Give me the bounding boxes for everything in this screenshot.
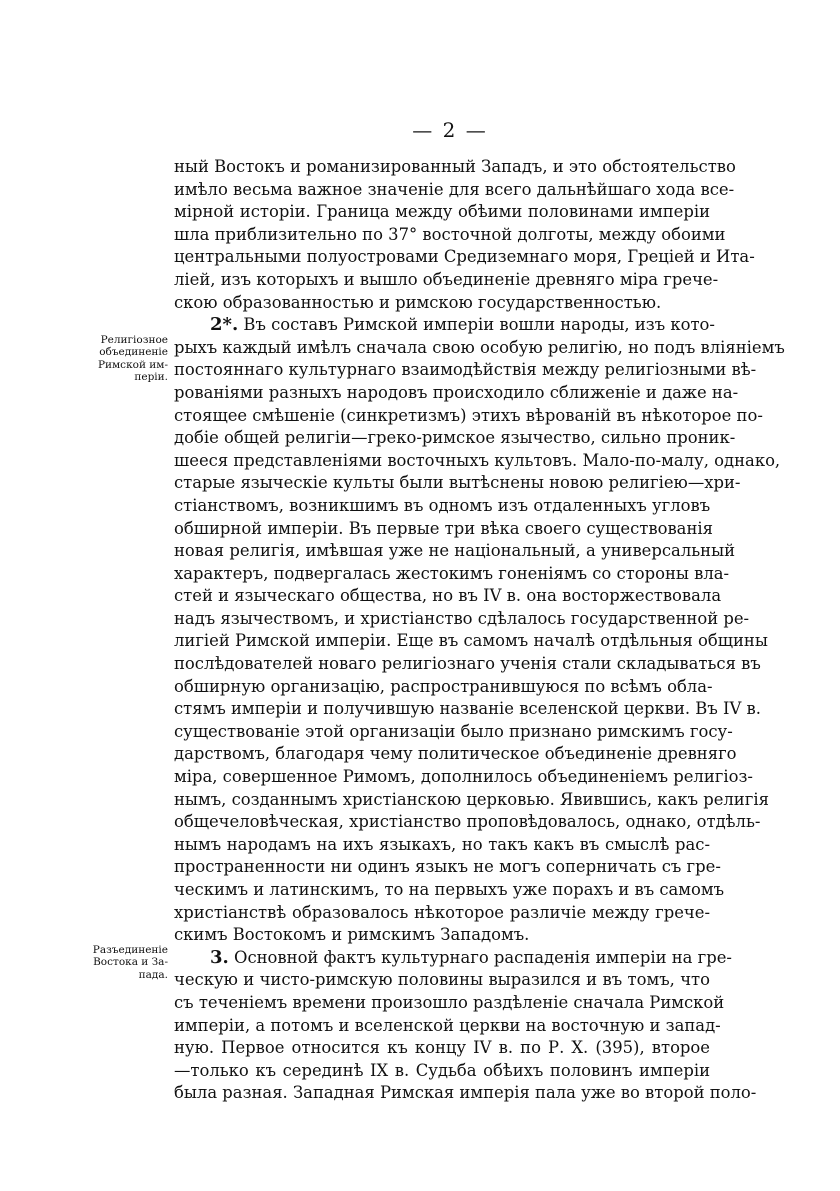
line-text: скою образованностью и римскою государственностью. bbox=[174, 292, 662, 312]
section-number: 3. bbox=[210, 946, 229, 968]
text-line bbox=[174, 1082, 757, 1105]
line-text: центральными полуостровами Средиземнаго моря, Греціей и Ита- bbox=[174, 247, 755, 267]
line-text: нымъ, созданнымъ христіанскою церковью. Явившись, какъ религія bbox=[174, 789, 769, 809]
line-text: дарствомъ, благодаря чему политическое объединеніе древняго bbox=[174, 744, 737, 764]
margin-note-line: Востока и За- bbox=[93, 956, 168, 969]
body-text bbox=[174, 156, 785, 1105]
text-line bbox=[174, 676, 713, 699]
text-line bbox=[174, 766, 753, 789]
text-line bbox=[174, 314, 715, 337]
line-text: надъ язычествомъ, и христіанство сдѣлалось государственной ре- bbox=[174, 608, 750, 628]
line-text: новая религія, имѣвшая уже не національный, а универсальный bbox=[174, 541, 736, 561]
text-line bbox=[174, 224, 726, 247]
text-line bbox=[174, 585, 722, 608]
text-line bbox=[174, 789, 769, 812]
text-line bbox=[174, 1015, 721, 1038]
text-line bbox=[174, 563, 730, 586]
text-line bbox=[174, 608, 750, 631]
line-text: христіанствѣ образовалось нѣкоторое различіе между грече- bbox=[174, 902, 710, 922]
text-line bbox=[174, 924, 710, 947]
text-line bbox=[174, 856, 721, 879]
line-text: стоящее смѣшеніе (синкретизмъ) этихъ вѣрованій въ нѣкоторое по- bbox=[174, 405, 763, 425]
text-line bbox=[174, 427, 736, 450]
text-line bbox=[174, 992, 725, 1015]
margin-note-line: объединеніе bbox=[99, 346, 168, 359]
text-line bbox=[174, 1037, 710, 1060]
text-line bbox=[174, 653, 761, 676]
section-number: 2*. bbox=[210, 314, 239, 336]
margin-note-line: періи. bbox=[134, 371, 168, 384]
line-text: обширную организацію, распространившуюся по всѣмъ обла- bbox=[174, 676, 713, 696]
line-text: имперіи, а потомъ и вселенской церкви на восточную и запад- bbox=[174, 1015, 721, 1035]
text-line bbox=[174, 630, 768, 653]
text-line bbox=[174, 518, 713, 541]
margin-note-religious-unification bbox=[84, 334, 168, 384]
text-line bbox=[174, 834, 710, 857]
line-text: Въ составъ Римской имперіи вошли народы, изъ кото- bbox=[238, 315, 715, 335]
text-line bbox=[174, 269, 719, 292]
line-text: имѣло весьма важное значеніе для всего дальнѣйшаго хода все- bbox=[174, 179, 735, 199]
line-text: нымъ народамъ на ихъ языкахъ, но такъ какъ въ смыслѣ рас- bbox=[174, 834, 710, 854]
line-text: послѣдователей новаго религіознаго ученія стали складываться въ bbox=[174, 654, 761, 674]
line-text: съ теченіемъ времени произошло раздѣленіе сначала Римской bbox=[174, 992, 725, 1012]
line-text: скимъ Востокомъ и римскимъ Западомъ. bbox=[174, 925, 530, 945]
text-line bbox=[174, 1060, 710, 1083]
text-line bbox=[174, 495, 710, 518]
text-line bbox=[174, 359, 757, 382]
text-line bbox=[174, 969, 710, 992]
text-line bbox=[174, 472, 741, 495]
line-text: постояннаго культурнаго взаимодѣйствія между религіозными вѣ- bbox=[174, 360, 757, 380]
line-text: старые языческіе культы были вытѣснены новою религіею—хри- bbox=[174, 473, 741, 493]
margin-note-line: пада. bbox=[138, 968, 168, 981]
text-line bbox=[174, 405, 763, 428]
line-text: характеръ, подвергалась жестокимъ гоненіямъ со стороны вла- bbox=[174, 563, 730, 583]
line-text: ный Востокъ и романизированный Западъ, и это обстоятельство bbox=[174, 157, 736, 176]
text-line bbox=[174, 246, 755, 269]
line-text: общечеловѣческая, христіанство проповѣдовалось, однако, отдѣль- bbox=[174, 812, 761, 832]
page-number: — 2 — bbox=[412, 118, 488, 142]
line-text: шла приблизительно по 37° восточной долготы, между обоими bbox=[174, 224, 726, 244]
line-text: ческую и чисто-римскую половины выразился и въ томъ, что bbox=[174, 970, 710, 990]
text-line bbox=[174, 450, 781, 473]
text-line bbox=[174, 179, 735, 202]
margin-note-line: Римской им- bbox=[97, 358, 168, 371]
text-line bbox=[174, 811, 761, 834]
text-line bbox=[174, 382, 739, 405]
text-line bbox=[174, 201, 710, 224]
line-text: —только къ серединѣ IX в. Судьба обѣихъ половинъ имперіи bbox=[174, 1060, 710, 1080]
line-text: была разная. Западная Римская имперія пала уже во второй поло- bbox=[174, 1083, 757, 1103]
line-text: Основной фактъ культурнаго распаденія имперіи на гре- bbox=[228, 947, 732, 967]
text-line bbox=[174, 879, 725, 902]
line-text: стей и языческаго общества, но въ IV в. она восторжествовала bbox=[174, 586, 722, 606]
line-text: ную. Первое относится къ концу IV в. по Р. Х. (395), второе bbox=[174, 1038, 710, 1058]
text-line bbox=[174, 337, 785, 360]
text-line bbox=[174, 902, 710, 925]
text-line bbox=[174, 292, 710, 315]
text-line bbox=[174, 698, 761, 721]
text-line bbox=[174, 946, 732, 970]
line-text: стямъ имперіи и получившую названіе вселенской церкви. Въ IV в. bbox=[174, 699, 761, 719]
line-text: ліей, изъ которыхъ и вышло объединеніе древняго міра грече- bbox=[174, 269, 719, 289]
line-text: шееся представленіями восточныхъ культовъ. Мало-по-малу, однако, bbox=[174, 450, 781, 470]
text-line bbox=[174, 743, 737, 766]
text-line bbox=[174, 721, 733, 744]
text-line bbox=[174, 156, 736, 179]
line-text: стіанствомъ, возникшимъ въ одномъ изъ отдаленныхъ угловъ bbox=[174, 495, 711, 515]
text-line bbox=[174, 540, 736, 563]
line-text: рыхъ каждый имѣлъ сначала свою особую религію, но подъ вліяніемъ bbox=[174, 337, 785, 357]
margin-note-line: Разъединеніе bbox=[92, 944, 168, 956]
line-text: лигіей Римской имперіи. Еще въ самомъ началѣ отдѣльныя общины bbox=[174, 631, 768, 651]
margin-note-line: Религіозное bbox=[100, 334, 168, 346]
line-text: міра, совершенное Римомъ, дополнилось объединеніемъ религіоз- bbox=[174, 767, 753, 787]
line-text: пространенности ни одинъ языкъ не могъ соперничать съ гре- bbox=[174, 857, 721, 877]
line-text: добіе общей религіи—греко-римское язычество, сильно проник- bbox=[174, 428, 736, 448]
line-text: ческимъ и латинскимъ, то на первыхъ уже порахъ и въ самомъ bbox=[174, 880, 725, 899]
margin-note-east-west-separation bbox=[84, 944, 168, 981]
line-text: рованіями разныхъ народовъ происходило сближеніе и даже на- bbox=[174, 382, 739, 402]
line-text: мірной исторіи. Граница между обѣими половинами имперіи bbox=[174, 202, 710, 222]
line-text: существованіе этой организаціи было признано римскимъ госу- bbox=[174, 721, 733, 741]
line-text: обширной имперіи. Въ первые три вѣка своего существованія bbox=[174, 518, 713, 538]
